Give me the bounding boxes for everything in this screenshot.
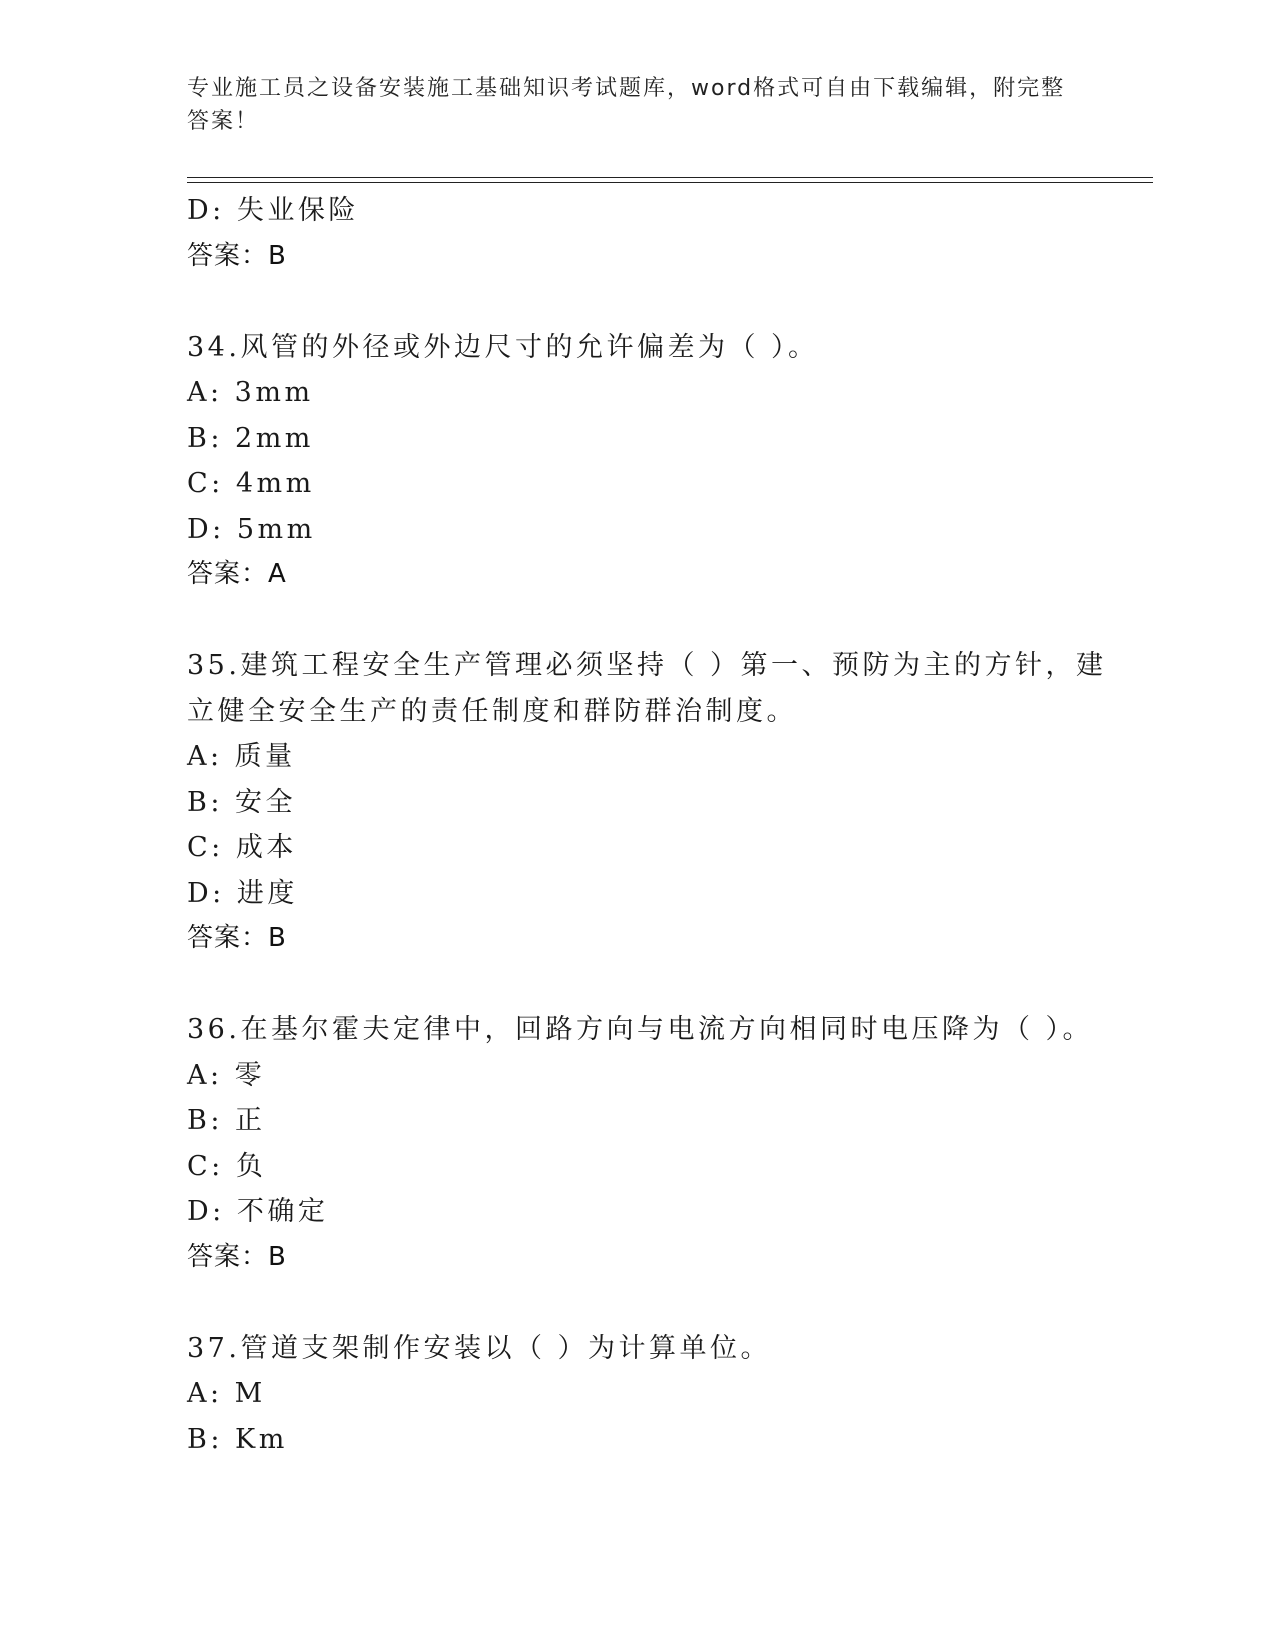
option-d: D: 5mm (187, 513, 316, 545)
spacer (187, 1280, 1087, 1326)
answer-line: 答案：B (187, 923, 287, 953)
question-content (187, 188, 1107, 1462)
header-rule-bottom (187, 182, 1153, 183)
spacer (187, 962, 1087, 1008)
option-b: B: 安全 (187, 786, 297, 818)
answer-line: 答案：B (187, 240, 287, 271)
option-d: D: 进度 (187, 877, 298, 909)
question-stem: 37.管道支架制作安装以（ ）为计算单位。 (187, 1332, 772, 1364)
question-37 (187, 1326, 1087, 1463)
answer-line: 答案：A (187, 559, 287, 589)
option-b: B: 正 (187, 1105, 266, 1136)
option-a: A: 3mm (187, 377, 314, 408)
option-a: A: 零 (187, 1059, 266, 1091)
option-d: D: 不确定 (187, 1196, 329, 1227)
option-c: C: 成本 (187, 832, 297, 863)
question-36 (187, 1007, 1094, 1280)
document-header: 专业施工员之设备安装施工基础知识考试题库，word格式可自由下载编辑，附完整答案！ (187, 76, 1066, 134)
question-stem-line-1: 35.建筑工程安全生产管理必须坚持（ ）第一、预防为主的方针，建 (187, 650, 1107, 681)
question-stem-line-2: 立健全安全生产的责任制度和群防群治制度。 (187, 695, 797, 727)
spacer (187, 279, 1087, 325)
option-b: B: 2mm (187, 422, 314, 454)
question-stem: 36.在基尔霍夫定律中，回路方向与电流方向相同时电压降为（ ）。 (187, 1014, 1094, 1045)
option-a: A: M (187, 1378, 266, 1409)
header-rule-top (187, 177, 1153, 178)
question-35 (187, 643, 1107, 962)
question-stem: 34.风管的外径或外边尺寸的允许偏差为（ ）。 (187, 331, 819, 363)
option-b: B: Km (187, 1423, 288, 1455)
answer-line: 答案：B (187, 1241, 287, 1272)
option-d: D: 失业保险 (187, 195, 359, 226)
question-34 (187, 325, 1087, 598)
option-a: A: 质量 (187, 741, 296, 772)
option-c: C: 负 (187, 1150, 267, 1182)
option-c: C: 4mm (187, 468, 315, 499)
spacer (187, 598, 1087, 644)
